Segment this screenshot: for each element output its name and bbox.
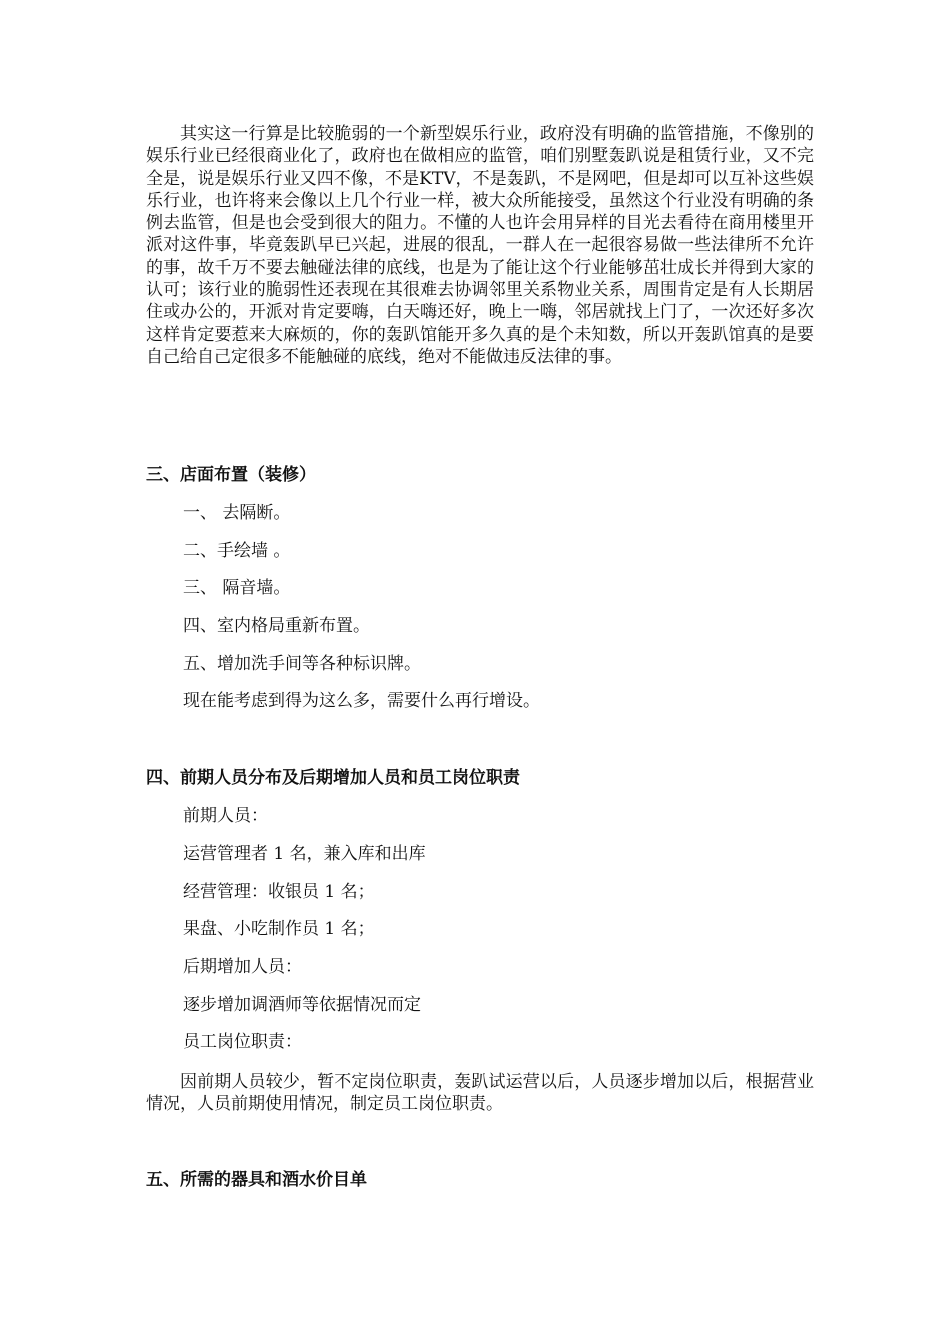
section-3-item-3: 三、 隔音墙。 xyxy=(183,578,291,598)
section-3-item-2: 二、手绘墙 。 xyxy=(183,541,291,561)
section-3-item-1: 一、 去隔断。 xyxy=(183,503,291,523)
section-4-closing-paragraph: 因前期人员较少，暂不定岗位职责，轰趴试运营以后，人员逐步增加以后，根据营业情况，人员前期使用情况，制定员工岗位职责。 xyxy=(146,1072,814,1115)
section-4-item-5: 后期增加人员： xyxy=(183,957,302,977)
intro-paragraph: 其实这一行算是比较脆弱的一个新型娱乐行业，政府没有明确的监管措施，不像别的娱乐行业已经很商业化了，政府也在做相应的监管，咱们别墅轰趴说是租赁行业，又不完全是，说是娱乐行业又四不像，不是KTV，不是轰趴，不是网吧，但是却可以互补这些娱乐行业，也许将来会像以上几个行业一样，被大众所能接受，虽然这个行业没有明确的条例去监管，但是也会受到很大的阻力。不懂的人也许会用异样的目光去看待在商用楼里开派对这件事，毕竟轰趴早已兴起，进展的很乱，一群人在一起很容易做一些法律所不允许的事，故千万不要去触碰法律的底线，也是为了能让这个行业能够茁壮成长并得到大家的认可；该行业的脆弱性还表现在其很难去协调邻里关系物业关系，周围肯定是有人长期居住或办公的，开派对肯定要嗨，白天嗨还好，晚上一嗨，邻居就找上门了，一次还好多次这样肯定要惹来大麻烦的，你的轰趴馆能开多久真的是个未知数，所以开轰趴馆真的是要自己给自己定很多不能触碰的底线，绝对不能做违反法律的事。 xyxy=(146,124,814,367)
section-4-item-7: 员工岗位职责： xyxy=(183,1032,302,1052)
section-3-item-5: 五、增加洗手间等各种标识牌。 xyxy=(183,654,421,674)
section-4-heading: 四、前期人员分布及后期增加人员和员工岗位职责 xyxy=(146,768,520,788)
section-4-item-4: 果盘、小吃制作员 1 名； xyxy=(183,919,375,939)
section-5-heading: 五、所需的器具和酒水价目单 xyxy=(146,1170,367,1190)
section-3-item-4: 四、室内格局重新布置。 xyxy=(183,616,370,636)
section-3-heading: 三、店面布置（装修） xyxy=(146,465,316,485)
section-4-item-6: 逐步增加调酒师等依据情况而定 xyxy=(183,995,421,1015)
section-4-item-2: 运营管理者 1 名，兼入库和出库 xyxy=(183,844,426,864)
section-4-item-3: 经营管理：收银员 1 名； xyxy=(183,882,375,902)
section-3-note: 现在能考虑到得为这么多，需要什么再行增设。 xyxy=(183,691,540,711)
section-4-item-1: 前期人员： xyxy=(183,806,268,826)
